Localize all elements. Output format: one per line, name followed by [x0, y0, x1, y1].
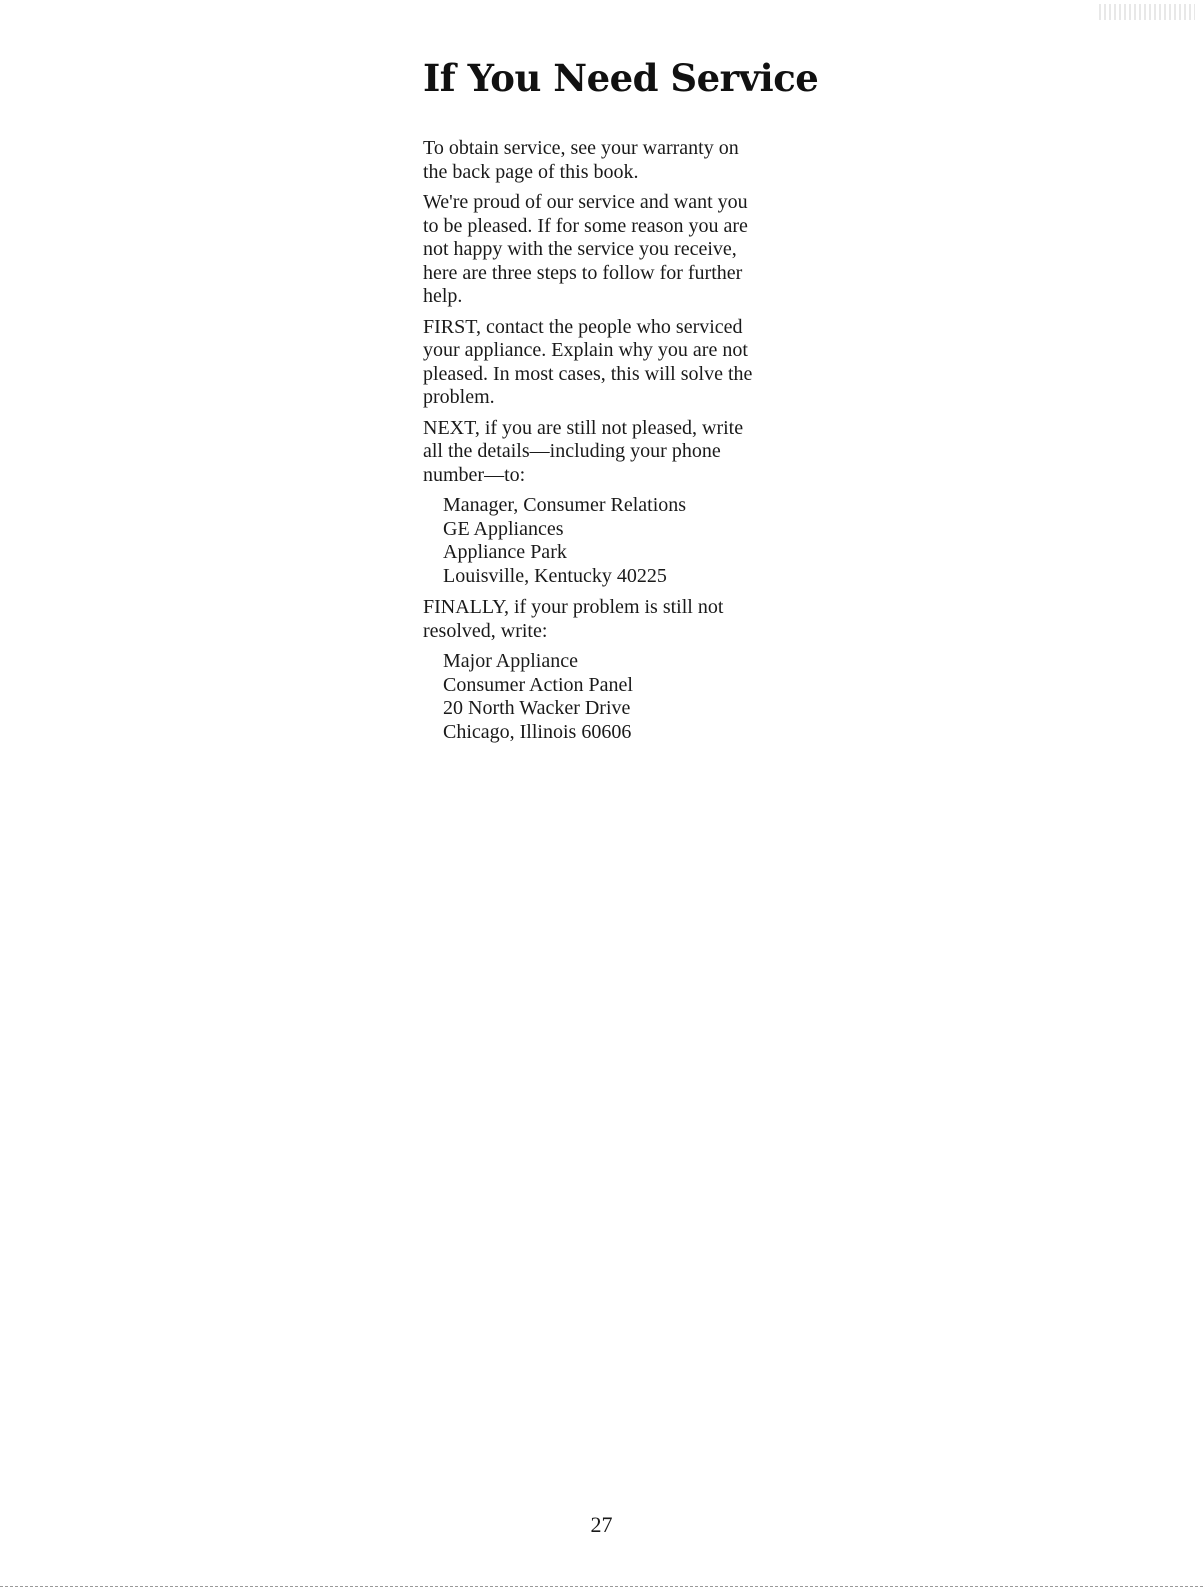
- finally-step-paragraph: FINALLY, if your problem is still not resolved, write:: [423, 596, 724, 642]
- address-line: Appliance Park: [443, 541, 567, 563]
- address-line: Louisville, Kentucky 40225: [443, 564, 667, 587]
- consumer-action-panel-address: [443, 650, 763, 744]
- page-title: If You Need Service: [423, 56, 819, 100]
- scan-artifact: [1099, 4, 1195, 20]
- intro-paragraph: To obtain service, see your warranty on the back page of this book.: [423, 137, 739, 183]
- address-line: Manager, Consumer Relations: [443, 494, 687, 516]
- page-number: 27: [590, 1512, 613, 1537]
- consumer-relations-address: [443, 494, 763, 588]
- bottom-rule: [0, 1586, 1203, 1587]
- address-line: Major Appliance: [443, 650, 578, 672]
- address-line: Consumer Action Panel: [443, 673, 633, 696]
- service-instructions: [423, 137, 763, 752]
- address-line: Chicago, Illinois 60606: [443, 720, 632, 743]
- address-line: GE Appliances: [443, 517, 564, 540]
- next-step-paragraph: NEXT, if you are still not pleased, write all the details—including your phone number—to:: [423, 416, 744, 486]
- address-line: 20 North Wacker Drive: [443, 697, 631, 719]
- first-step-paragraph: FIRST, contact the people who serviced your appliance. Explain why you are not pleased. In most cases, this will solve the problem.: [423, 315, 753, 408]
- proud-paragraph: We're proud of our service and want you to be pleased. If for some reason you are not happy with the service you receive, here are three steps to follow for further help.: [423, 191, 748, 307]
